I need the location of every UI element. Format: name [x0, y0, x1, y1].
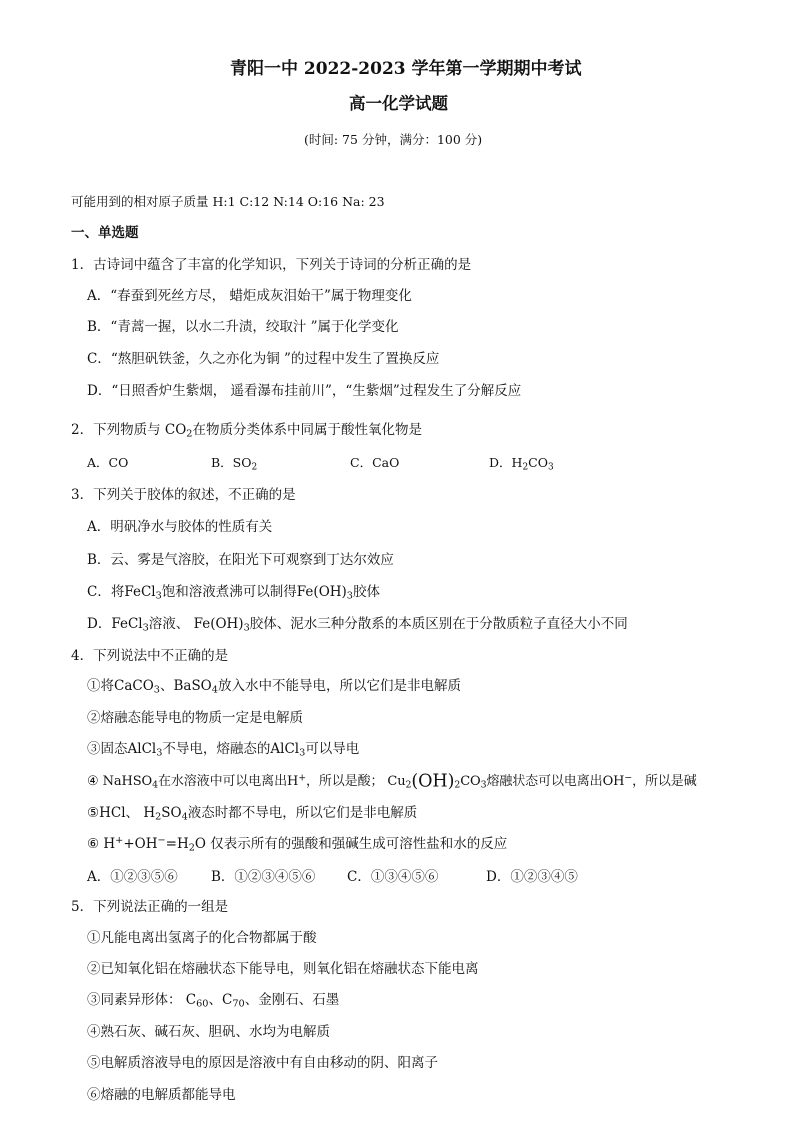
q4-s5-pre: ⑤HCl、 H — [87, 805, 156, 821]
q2-stem-a: 2．下列物质与 CO — [71, 422, 187, 438]
q4-statement-3 — [87, 740, 359, 758]
q3-c-pre: C．将FeCl — [87, 584, 156, 600]
q3-option-a: A．明矾净水与胶体的性质有关 — [87, 519, 273, 535]
q4-s1-sub2: 4 — [211, 684, 218, 696]
q4-s3-mid: 不导电，熔融态的AlCl — [162, 741, 300, 757]
q2-stem-sub: 2 — [186, 428, 193, 440]
q4-s1-post: 放入水中不能导电，所以它们是非电解质 — [217, 678, 461, 694]
q4-s4-mid2: ，所以是酸； Cu — [305, 774, 406, 789]
q4-s1-sub1: 3 — [153, 684, 160, 696]
q2-b-pre: B．SO — [211, 455, 252, 470]
q4-s4-mid1: 在水溶液中可以电离出H — [157, 774, 299, 789]
q3-option-b: B．云、雾是气溶胶，在阳光下可观察到丁达尔效应 — [87, 552, 394, 568]
q3-c-sub: 3 — [155, 590, 162, 602]
q2-d-sub1: 2 — [522, 462, 529, 473]
atomic-masses: 可能用到的相对原子质量 H:1 C:12 N:14 O:16 Na: 23 — [71, 194, 385, 209]
q4-s6-sup2: − — [157, 835, 166, 847]
q1-option-d: D．“日照香炉生紫烟， 遥看瀑布挂前川”，“生紫烟”过程发生了分解反应 — [87, 383, 522, 399]
q4-s3-sub2: 3 — [299, 747, 306, 759]
q5-statement-1: ①凡能电离出氢离子的化合物都属于酸 — [87, 930, 317, 946]
q4-s4-sup1: + — [298, 772, 306, 784]
question-4-stem: 4．下列说法中不正确的是 — [71, 648, 229, 664]
q2-stem-b: 在物质分类体系中同属于酸性氧化物是 — [192, 422, 422, 438]
q4-statement-4 — [87, 773, 697, 791]
q3-d-mid: 溶液、 Fe — [148, 616, 211, 632]
q3-d-sub: 3 — [142, 622, 149, 634]
q4-s5-post: 液态时都不导电，所以它们是非电解质 — [187, 805, 418, 821]
q4-s6-mid: +OH — [123, 836, 158, 852]
q3-c-post: 胶体 — [352, 584, 380, 600]
q4-statement-6 — [87, 835, 507, 853]
q4-s3-sub1: 3 — [156, 747, 163, 759]
q4-s4-sub4: 3 — [480, 779, 487, 791]
q3-c-oh: (OH) — [313, 584, 347, 600]
q5-s3-sub2: 70 — [232, 998, 245, 1010]
q4-statement-1 — [87, 677, 461, 695]
q2-d-sub2: 3 — [547, 462, 554, 473]
q3-d-oh: (OH) — [210, 616, 244, 632]
q3-d-post: 胶体、泥水三种分散系的本质区别在于分散质粒子直径大小不同 — [249, 616, 628, 632]
q3-c-sub2: 3 — [346, 590, 353, 602]
question-1-stem: 1．古诗词中蕴含了丰富的化学知识，下列关于诗词的分析正确的是 — [71, 257, 472, 273]
exam-subtitle: 高一化学试题 — [349, 94, 448, 113]
q5-s3-pre: ③同素异形体： C — [87, 992, 197, 1008]
q5-statement-4: ④熟石灰、碱石灰、胆矾、水均为电解质 — [87, 1024, 330, 1040]
question-5-stem: 5．下列说法正确的一组是 — [71, 899, 229, 915]
q1-option-a: A．“春蚕到死丝方尽， 蜡炬成灰泪始干”属于物理变化 — [87, 288, 412, 304]
q4-s4-pre: ④ NaHSO — [87, 774, 153, 789]
q4-s4-sub1: 4 — [152, 779, 158, 791]
q2-d-pre: D．H — [489, 455, 523, 470]
q5-s3-post: 、金刚石、石墨 — [244, 992, 340, 1008]
q4-s4-mid3: CO — [460, 774, 481, 789]
q4-s6-sup1: + — [115, 835, 124, 847]
q5-statement-5: ⑤电解质溶液导电的原因是溶液中有自由移动的阴、阳离子 — [87, 1055, 438, 1071]
q4-s4-sub2: 2 — [405, 779, 412, 791]
q4-s4-mid4: 熔融状态可以电离出OH — [486, 774, 625, 789]
q4-s5-sub2: 4 — [181, 811, 188, 823]
q4-statement-5 — [87, 804, 417, 822]
q3-option-c — [87, 583, 380, 601]
q4-option-a: A．①②③⑤⑥ — [87, 869, 178, 885]
q4-s4-sub3: 2 — [454, 779, 461, 791]
q3-d-pre: D．FeCl — [87, 616, 143, 632]
q4-option-b: B．①②③④⑤⑥ — [211, 869, 316, 885]
q4-s6-sub: 2 — [188, 842, 195, 854]
q3-d-sub2: 3 — [243, 622, 250, 634]
q4-s4-sup2: − — [624, 772, 633, 784]
q1-option-c: C．“熬胆矾铁釜，久之亦化为铜 ”的过程中发生了置换反应 — [87, 351, 440, 367]
q5-s3-mid: 、C — [208, 992, 233, 1008]
q2-option-b — [211, 454, 257, 472]
question-3-stem: 3．下列关于胶体的叙述，不正确的是 — [71, 487, 296, 503]
question-2-stem — [71, 421, 422, 439]
q5-statement-2: ②已知氧化铝在熔融状态下能导电，则氧化铝在熔融状态下能电离 — [87, 961, 479, 977]
q4-option-c: C．①③④⑤⑥ — [347, 869, 439, 885]
q5-s3-sub1: 60 — [196, 998, 209, 1010]
q4-option-d: D．①②③④⑤ — [486, 869, 578, 885]
q4-s3-pre: ③固态AlCl — [87, 741, 157, 757]
q2-option-c: C．CaO — [350, 455, 400, 470]
q4-s4-oh: (OH) — [411, 771, 455, 792]
q4-s6-post: O 仅表示所有的强酸和强碱生成可溶性盐和水的反应 — [194, 836, 508, 852]
q5-statement-6: ⑥熔融的电解质都能导电 — [87, 1087, 236, 1103]
exam-info: (时间: 75 分钟，满分：100 分) — [304, 132, 483, 147]
q4-s3-post: 可以导电 — [305, 741, 360, 757]
q1-option-b: B．“青蒿一握，以水二升渍，绞取汁 ”属于化学变化 — [87, 319, 399, 335]
q5-statement-3 — [87, 991, 339, 1009]
q3-option-d — [87, 615, 628, 633]
q4-s1-pre: ①将CaCO — [87, 678, 154, 694]
q4-s4-post: ，所以是碱 — [632, 774, 697, 789]
q2-option-a: A．CO — [87, 455, 129, 470]
q4-s5-mid: SO — [161, 805, 182, 821]
section-title: 一、单选题 — [71, 225, 139, 241]
q4-s1-mid: 、BaSO — [159, 678, 212, 694]
q4-statement-2: ②熔融态能导电的物质一定是电解质 — [87, 710, 303, 726]
exam-title: 青阳一中 2022-2023 学年第一学期期中考试 — [230, 59, 582, 79]
q2-option-d — [489, 454, 554, 472]
q2-b-sub: 2 — [251, 462, 258, 473]
q4-s6-mid2: =H — [165, 836, 189, 852]
q4-s6-pre: ⑥ H — [87, 836, 116, 852]
q3-c-mid: 饱和溶液煮沸可以制得Fe — [161, 584, 314, 600]
q4-s5-sub1: 2 — [155, 811, 162, 823]
q2-d-mid: CO — [528, 455, 548, 470]
